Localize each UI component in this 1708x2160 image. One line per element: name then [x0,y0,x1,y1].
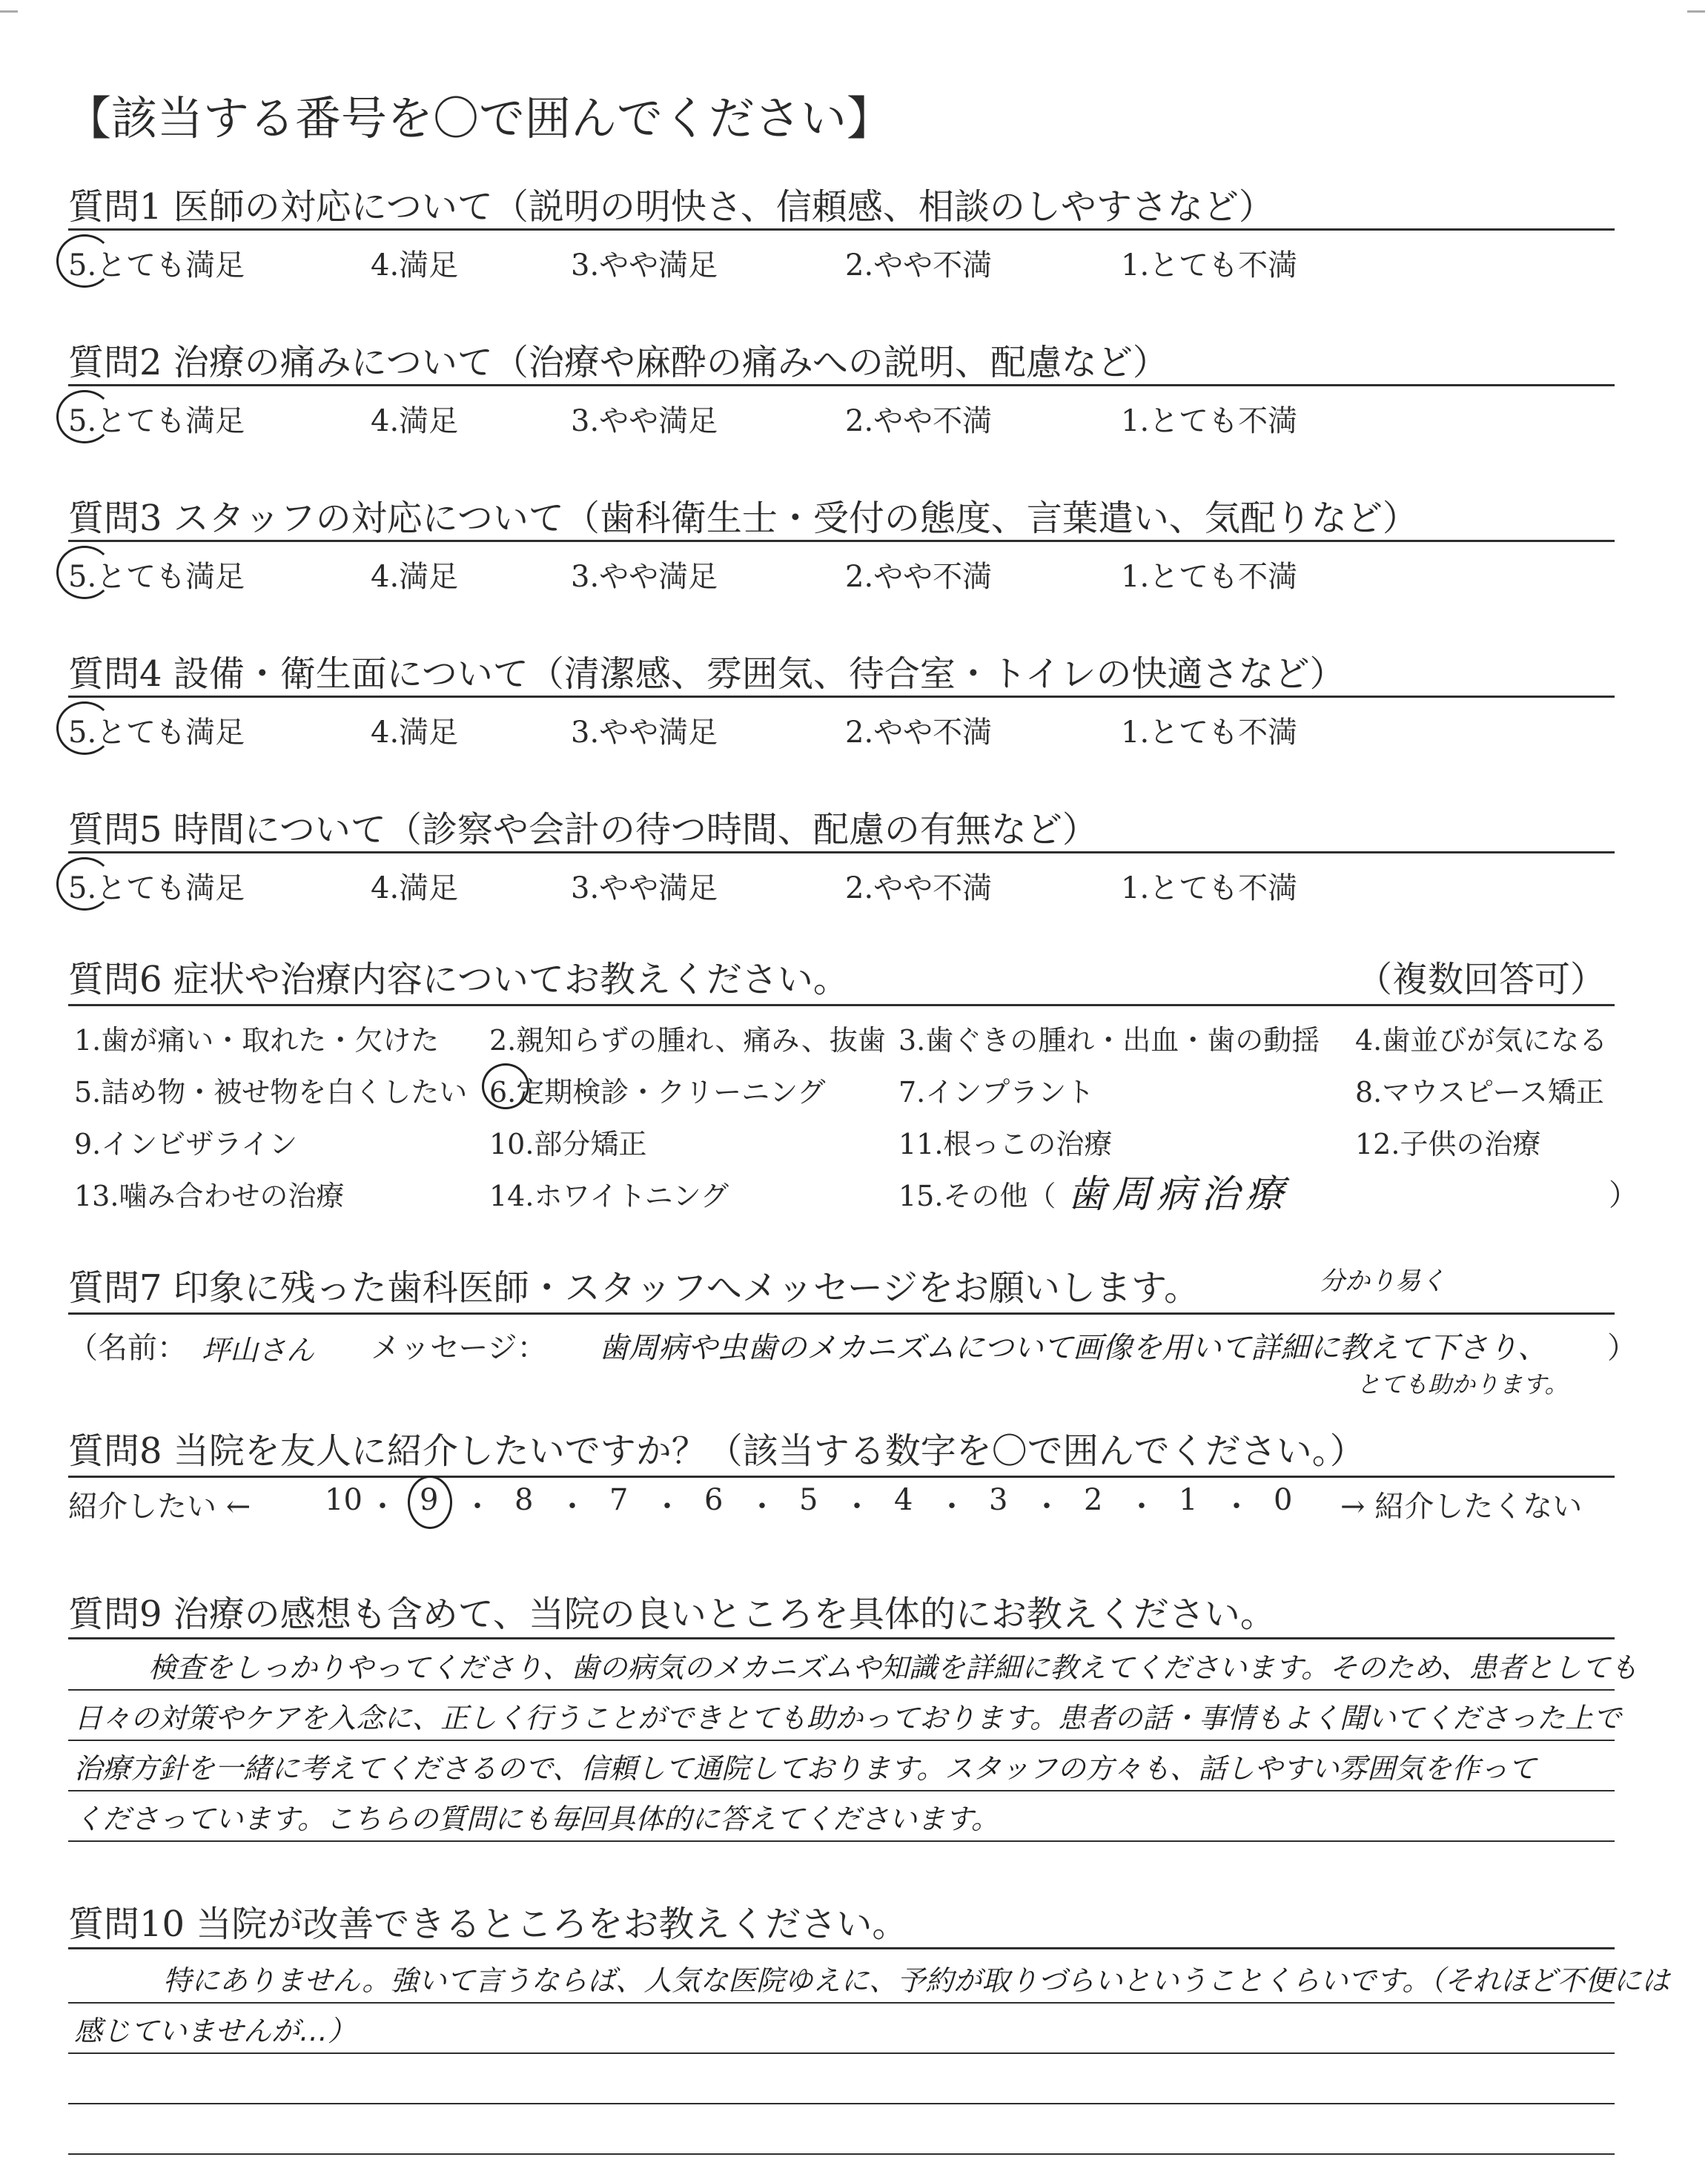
q6-note: （複数回答可） [1357,959,1606,1000]
scan-corner-mark-left [0,10,18,13]
q10-underline [68,1947,1615,1949]
q4-option-1: 1.とても不満 [1121,716,1298,750]
q4-title: 質問4 設備・衛生面について（清潔感、雰囲気、待合室・トイレの快適さなど） [68,653,1345,695]
q8-scale-9: 9 [420,1483,439,1517]
q8-scale-6: 6 [704,1483,724,1517]
q6-other-close: ） [1609,1178,1638,1212]
q7-name-handwritten: 坪山さん [202,1334,315,1367]
q9-answer-line-2: 日々の対策やケアを入念に、正しく行うことができとても助かっております。患者の話・事情もよく聞いてくださった上で [74,1702,1621,1734]
q8-scale-5: 5 [799,1483,818,1517]
q1-selected-circle [56,234,113,288]
q4-option-4: 4.満足 [371,716,459,750]
q6-option-9: 9.インビザライン [74,1128,298,1160]
q3-title: 質問3 スタッフの対応について（歯科衛生士・受付の態度、言葉遣い、気配りなど） [68,498,1418,539]
q8-separator: ・ [1222,1490,1251,1524]
q7-close: ） [1607,1331,1637,1365]
q8-scale-10: 10 [325,1483,363,1517]
q8-separator: ・ [842,1490,872,1524]
q3-option-1: 1.とても不満 [1121,560,1298,594]
q6-option-3: 3.歯ぐきの腫れ・出血・歯の動揺 [898,1024,1320,1057]
q6-option-4: 4.歯並びが気になる [1355,1024,1608,1057]
q9-underline [68,1637,1615,1639]
q6-option-6: 6.定期検診・クリーニング [489,1076,826,1109]
q8-separator: ・ [463,1490,492,1524]
q2-underline [68,384,1615,386]
q2-option-4: 4.満足 [371,404,459,438]
q5-option-5: 5.とても満足 [68,871,245,905]
q10-ruled-line [68,2103,1615,2104]
q8-selected-circle [408,1476,452,1529]
q1-option-2: 2.やや不満 [845,248,993,283]
q9-ruled-line [68,1689,1615,1691]
q9-answer-line-3: 治療方針を一緒に考えてくださるので、信頼して通院しております。スタッフの方々も、話しやすい雰囲気を作って [74,1752,1537,1785]
q8-left-label: 紹介したい ← [68,1490,251,1524]
q6-option-11: 11.根っこの治療 [898,1128,1113,1160]
q10-title: 質問10 当院が改善できるところをお教えください。 [68,1903,908,1945]
q2-title: 質問2 治療の痛みについて（治療や麻酔の痛みへの説明、配慮など） [68,342,1168,383]
q3-option-4: 4.満足 [371,560,459,594]
q8-scale-0: 0 [1274,1483,1293,1517]
q8-separator: ・ [557,1490,587,1524]
q1-option-3: 3.やや満足 [571,248,718,283]
q1-option-1: 1.とても不満 [1121,248,1298,283]
q9-answer-line-1: 検査をしっかりやってくださり、歯の病気のメカニズムや知識を詳細に教えてくださいます。そのため、患者としても [148,1651,1638,1684]
q6-option-10: 10.部分矯正 [489,1128,647,1160]
q6-option-15: 15.その他（ [898,1180,1056,1212]
q10-ruled-line [68,2052,1615,2054]
q4-option-5: 5.とても満足 [68,716,245,750]
q8-scale-4: 4 [894,1483,913,1517]
q8-scale-3: 3 [989,1483,1008,1517]
q8-separator: ・ [652,1490,682,1524]
q3-selected-circle [56,546,113,599]
q10-answer-line-1: 特にありません。強いて言うならば、人気な医院ゆえに、予約が取りづらいということくらいです。（それほど不便には [163,1964,1670,1997]
q1-option-4: 4.満足 [371,248,459,283]
q5-underline [68,851,1615,853]
q8-scale-8: 8 [514,1483,534,1517]
q8-separator: ・ [747,1490,777,1524]
q8-right-label: → 紹介したくない [1340,1490,1583,1524]
q6-underline [68,1004,1615,1006]
q3-option-2: 2.やや不満 [845,560,993,594]
q6-option-13: 13.噛み合わせの治療 [74,1180,345,1212]
q9-answer-line-4: くださっています。こちらの質問にも毎回具体的に答えてくださいます。 [74,1803,999,1835]
q6-title: 質問6 症状や治療内容についてお教えください。 [68,959,849,1000]
form-header: 【該当する番号を〇で囲んでください】 [65,91,893,145]
q7-message-handwritten-1: 歯周病や虫歯のメカニズムについて画像を用いて詳細に教えて下さり、 [599,1331,1548,1365]
q6-option-14: 14.ホワイトニング [489,1180,729,1212]
q2-selected-circle [56,390,113,443]
q8-scale-1: 1 [1179,1483,1198,1517]
q7-message-handwritten-2: とても助かります。 [1357,1370,1569,1398]
q5-option-4: 4.満足 [371,871,459,905]
q3-underline [68,540,1615,542]
q6-selected-circle [482,1063,529,1109]
q10-ruled-line [68,2153,1615,2155]
q5-selected-circle [56,857,113,911]
q8-title: 質問8 当院を友人に紹介したいですか？（該当する数字を〇で囲んでください。） [68,1430,1366,1472]
q8-scale-2: 2 [1084,1483,1103,1517]
q9-ruled-line [68,1790,1615,1791]
q6-option-1: 1.歯が痛い・取れた・欠けた [74,1024,440,1057]
q8-underline [68,1476,1615,1478]
q5-option-1: 1.とても不満 [1121,871,1298,905]
q10-answer-line-2: 感じていませんが…） [74,2015,357,2047]
q5-title: 質問5 時間について（診察や会計の待つ時間、配慮の有無など） [68,809,1098,851]
q1-option-5: 5.とても満足 [68,248,245,283]
q8-separator: ・ [368,1490,397,1524]
q6-option-7: 7.インプラント [898,1076,1095,1109]
q10-ruled-line [68,2002,1615,2004]
q6-option-2: 2.親知らずの腫れ、痛み、抜歯 [489,1024,886,1057]
q6-option-5: 5.詰め物・被せ物を白くしたい [74,1076,468,1109]
q9-ruled-line [68,1740,1615,1741]
q9-title: 質問9 治療の感想も含めて、当院の良いところを具体的にお教えください。 [68,1593,1276,1635]
q1-title: 質問1 医師の対応について（説明の明快さ、信頼感、相談のしやすさなど） [68,186,1274,228]
q3-option-5: 5.とても満足 [68,560,245,594]
q8-separator: ・ [1127,1490,1156,1524]
q6-other-handwritten: 歯周病治療 [1068,1172,1291,1217]
q3-option-3: 3.やや満足 [571,560,718,594]
q4-option-3: 3.やや満足 [571,716,718,750]
q8-separator: ・ [937,1490,967,1524]
q7-insert-handwritten: 分かり易く [1320,1266,1446,1296]
q2-option-2: 2.やや不満 [845,404,993,438]
q6-option-8: 8.マウスピース矯正 [1355,1076,1604,1109]
q2-option-1: 1.とても不満 [1121,404,1298,438]
q7-name-label: （名前： [68,1331,187,1365]
q9-ruled-line [68,1840,1615,1842]
q5-option-2: 2.やや不満 [845,871,993,905]
q8-scale-7: 7 [609,1483,629,1517]
q2-option-3: 3.やや満足 [571,404,718,438]
q1-underline [68,228,1615,231]
q4-underline [68,696,1615,698]
q7-title: 質問7 印象に残った歯科医師・スタッフへメッセージをお願いします。 [68,1267,1200,1309]
q7-message-label: メッセージ： [371,1331,547,1365]
q4-option-2: 2.やや不満 [845,716,993,750]
q2-option-5: 5.とても満足 [68,404,245,438]
q5-option-3: 3.やや満足 [571,871,718,905]
q4-selected-circle [56,701,113,755]
q8-separator: ・ [1032,1490,1062,1524]
q6-option-12: 12.子供の治療 [1355,1128,1541,1160]
scan-corner-mark-right [1687,10,1705,13]
q7-underline [68,1312,1615,1315]
